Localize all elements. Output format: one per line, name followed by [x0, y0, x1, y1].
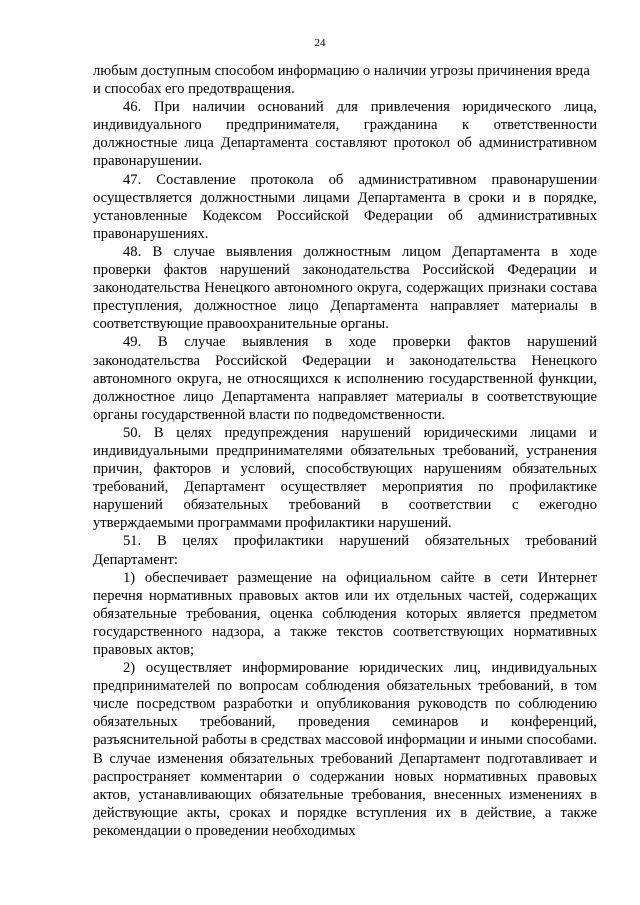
paragraph-49: 49. В случае выявления в ходе проверки фактов нарушений законодательства Российской Федерации и законодательства Ненецкого автономного округа, не относящихся к исполнению государственной функции, должностное лицо Департамента направляет материалы в соответствующие органы государственной власти по подведомственности. [93, 334, 597, 423]
paragraph-continuation-end: и способах его предотвращения. [93, 81, 295, 98]
paragraph-47: 47. Составление протокола об административном правонарушении осуществляется должностными лицами Департамента в сроки и в порядке, установленные Кодексом Российской Федерации об административных правонарушениях. [93, 171, 597, 242]
paragraph-46: 46. При наличии оснований для привлечения юридического лица, индивидуального предпринимателя, гражданина к ответственности должностные лица Департамента составляют протокол об административном правонарушении. [93, 99, 597, 170]
paragraph-51: 51. В целях профилактики нарушений обязательных требований Департамент: [93, 533, 597, 568]
paragraph-50: 50. В целях предупреждения нарушений юридическими лицами и индивидуальными предпринимателями обязательных требований, устранения причин, факторов и условий, способствующих нарушениям обязательных требований, Департамент осуществляет мероприятия по профилактике нарушений обязательных требований в соответствии с ежегодно утверждаемыми программами профилактики нарушений. [93, 424, 597, 532]
paragraph-continuation: любым доступным способом информацию о наличии угрозы причинения вреда [93, 63, 590, 79]
page-number: 24 [314, 37, 326, 49]
paragraph-48: 48. В случае выявления должностным лицом Департамента в ходе проверки фактов нарушений законодательства Российской Федерации и законодательства Ненецкого автономного округа, содержащих признаки состава преступления, должностное лицо Департамента направляет материалы в соответствующие правоохранительные органы. [93, 243, 597, 333]
document-body [93, 62, 597, 840]
paragraph-51-item-1: 1) обеспечивает размещение на официальном сайте в сети Интернет перечня нормативных правовых актов или их отдельных частей, содержащих обязательные требования, оценка соблюдения которых является предметом государственного надзора, а также текстов соответствующих нормативных правовых актов; [93, 569, 597, 658]
paragraph-51-item-2: 2) осуществляет информирование юридических лиц, индивидуальных предпринимателей по вопросам соблюдения обязательных требований, в том числе посредством разработки и опубликования руководств по соблюдению обязательных требований, проведения семинаров и конференций, разъяснительной работы в средствах массовой информации и иными способами. В случае изменения обязательных требований Департамент подготавливает и распространяет комментарии о содержании новых нормативных правовых актов, устанавливающих обязательные требования, внесенных изменениях в действующие акты, сроках и порядке вступления их в действие, а также рекомендации о проведении необходимых [93, 660, 597, 839]
